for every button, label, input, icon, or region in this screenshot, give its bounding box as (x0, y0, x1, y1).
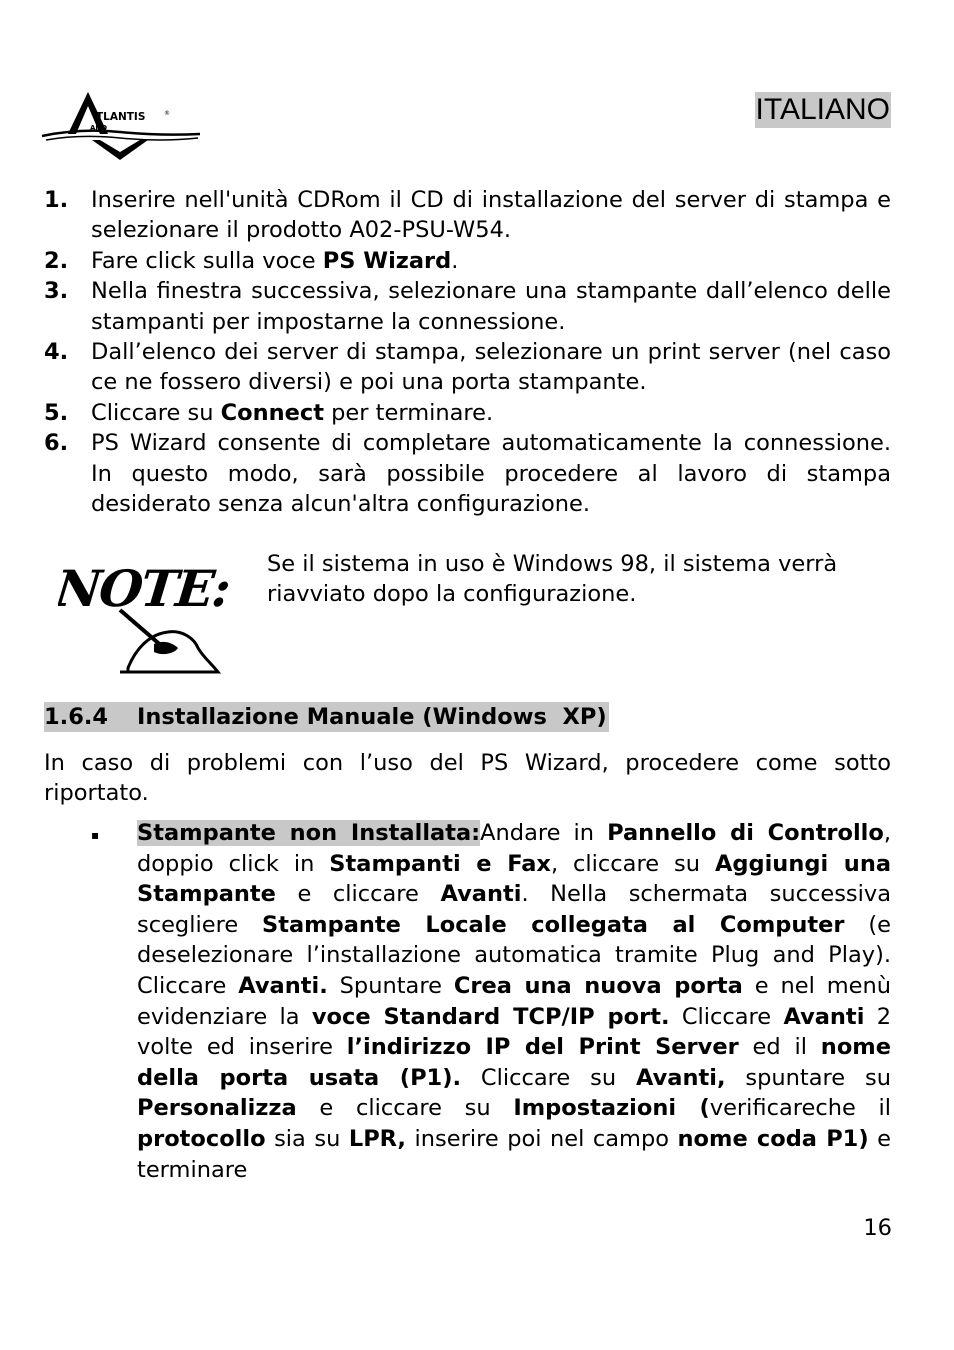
step-text: Dall’elenco dei server di stampa, selezionare un print server (nel caso ce ne fossero diversi) e poi una porta stampante. (91, 339, 891, 396)
bullet-text-segment: sia su (265, 1125, 349, 1152)
bullet-text-segment: , doppio click in (137, 820, 891, 877)
step-item (44, 428, 891, 519)
bullet-keyword: Avanti. (238, 972, 328, 999)
svg-text:NOTE:: NOTE: (58, 559, 228, 618)
step-number: 6. (44, 430, 69, 457)
step-item (44, 276, 891, 337)
bullet-text-segment: 2 volte ed inserire (137, 1003, 892, 1061)
step-keyword: Connect (220, 399, 324, 426)
step-number: 1. (44, 187, 69, 213)
bullet-keyword: Stampante Locale collegata al Computer (262, 911, 845, 938)
step-item (44, 337, 891, 398)
bullet-text-segment: Spuntare (327, 972, 454, 999)
step-text: PS Wizard consente di completare automaticamente la connessione. In questo modo, sarà possibile procedere al lavoro di stampa desiderato senza alcun'altra configurazione. (91, 430, 891, 518)
svg-text:®: ® (164, 110, 170, 117)
page-number: 16 (863, 1215, 892, 1241)
bullet-text-segment: e cliccare (275, 881, 441, 908)
step-item (44, 246, 891, 276)
bullet-keyword: Stampanti e Fax (329, 850, 551, 877)
step-item (44, 185, 891, 246)
bullet-text-segment: , cliccare su (550, 850, 715, 877)
bullet-keyword: Avanti, (636, 1064, 726, 1091)
atlantis-land-logo (40, 88, 202, 164)
bullet-text-segment: e terminare (137, 1125, 891, 1183)
step-text: Fare click sulla voce (91, 247, 323, 274)
step-number: 3. (44, 278, 69, 305)
bullet-text-segment: Cliccare su (461, 1064, 637, 1091)
bullet-keyword: Impostazioni ( (513, 1095, 710, 1122)
svg-text:AND: AND (90, 124, 108, 132)
section-title: Installazione Manuale (Windows XP) (137, 704, 607, 730)
step-text: Nella finestra successiva, selezionare una stampante dall’elenco delle stampanti per impostarne la connessione. (91, 278, 891, 335)
bullet-keyword: Pannello di Controllo (607, 820, 884, 846)
bullet-keyword: Aggiungi una Stampante (137, 850, 892, 908)
bullet-keyword: Avanti (783, 1003, 865, 1030)
svg-text:TLANTIS: TLANTIS (96, 111, 146, 123)
step-text: . (451, 247, 459, 274)
bullet-keyword: Avanti (440, 881, 522, 908)
bullet-keyword: l’indirizzo IP del Print Server (346, 1034, 739, 1061)
step-number: 5. (44, 399, 69, 426)
bullet-marker: ▪ (91, 828, 100, 842)
step-number: 2. (44, 247, 69, 274)
step-keyword: PS Wizard (322, 247, 452, 274)
bullet-keyword: Personalizza (137, 1095, 297, 1122)
note-text: Se il sistema in uso è Windows 98, il sistema verrà riavviato dopo la configurazione. (267, 551, 838, 608)
bullet-text-segment: verificareche il (709, 1095, 892, 1122)
step-text: per terminare. (324, 399, 494, 426)
bullet-text-segment: inserire poi nel campo (405, 1125, 678, 1152)
bullet-text-segment: Andare in (480, 820, 608, 846)
bullet-text-segment: Cliccare (669, 1003, 784, 1030)
bullet-text-segment: spuntare su (725, 1064, 891, 1091)
bullet-keyword: LPR, (348, 1125, 406, 1152)
bullet-highlight: Stampante non Installata: (137, 820, 481, 846)
note-illustration (58, 548, 228, 676)
bullet-keyword: nome coda P1) (677, 1125, 869, 1152)
step-item (44, 398, 891, 428)
bullet-text-segment: . Nella schermata successiva scegliere (137, 881, 891, 938)
language-label: ITALIANO (755, 93, 890, 126)
bullet-text-segment: ed il (738, 1034, 821, 1061)
bullet-keyword: nome della porta usata (P1). (137, 1034, 891, 1091)
bullet-text-segment: e nel menù evidenziare la (137, 972, 892, 1030)
bullet-text-segment: (e deselezionare l’installazione automatica tramite Plug and Play). Cliccare (137, 911, 891, 999)
step-text: Inserire nell'unità CDRom il CD di installazione del server di stampa e selezionare il prodotto A02-PSU-W54. (91, 187, 891, 244)
step-number: 4. (44, 339, 69, 366)
section-heading (44, 702, 609, 732)
intro-paragraph: In caso di problemi con l’uso del PS Wizard, procedere come sotto riportato. (44, 750, 891, 807)
instruction-steps (44, 185, 891, 519)
section-number: 1.6.4 (44, 704, 109, 730)
bullet-paragraph (137, 818, 891, 1185)
bullet-text-segment: e cliccare su (296, 1095, 514, 1122)
bullet-keyword: Crea una nuova porta (453, 972, 743, 999)
bullet-keyword: protocollo (137, 1125, 266, 1152)
bullet-keyword: voce Standard TCP/IP port. (311, 1003, 670, 1030)
step-text: Cliccare su (91, 399, 221, 426)
